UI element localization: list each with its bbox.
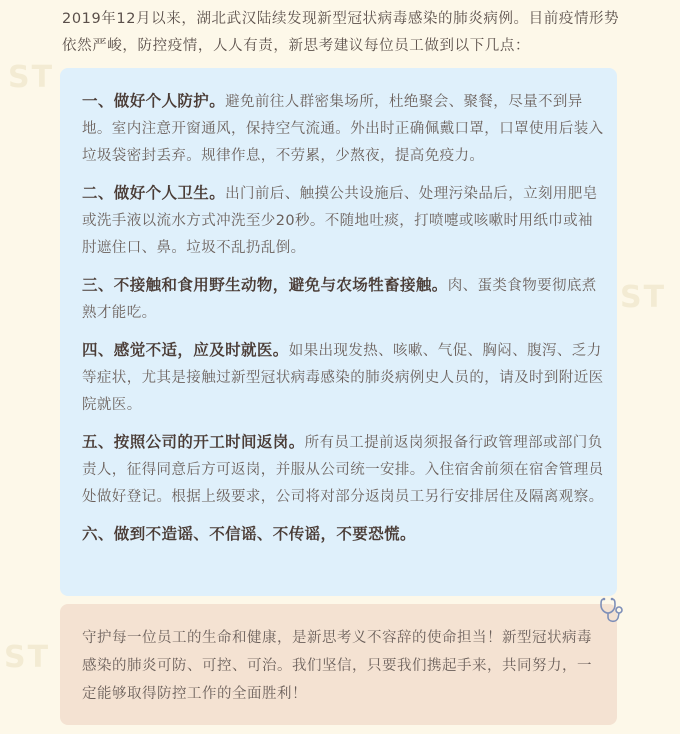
background-pattern: ST (620, 280, 667, 315)
guideline-heading: 六、做到不造谣、不信谣、不传谣，不要恐慌。 (82, 525, 416, 543)
guideline-item (82, 521, 604, 549)
stethoscope-icon (598, 596, 626, 626)
guideline-heading: 五、按照公司的开工时间返岗。 (82, 433, 305, 451)
background-pattern: ST (8, 60, 55, 95)
guidelines-list (82, 88, 604, 559)
guideline-heading: 三、不接触和食用野生动物，避免与农场牲畜接触。 (82, 276, 448, 294)
closing-paragraph: 守护每一位员工的生命和健康，是新思考义不容辞的使命担当！新型冠状病毒感染的肺炎可防、可控、可治。我们坚信，只要我们携起手来，共同努力，一定能够取得防控工作的全面胜利！ (82, 630, 592, 702)
guideline-item (82, 88, 604, 170)
guideline-item (82, 429, 604, 511)
guideline-body: 肉、蛋类食物要彻底煮熟才能吃。 (82, 278, 597, 321)
background-pattern: ST (4, 640, 51, 675)
intro-paragraph: 2019年12月以来，湖北武汉陆续发现新型冠状病毒感染的肺炎病例。目前疫情形势依然严峻，防控疫情，人人有责，新思考建议每位员工做到以下几点： (62, 11, 620, 54)
guideline-item (82, 272, 604, 327)
guideline-body: 避免前往人群密集场所，杜绝聚会、聚餐，尽量不到异地。室内注意开窗通风，保持空气流通。外出时正确佩戴口罩，口罩使用后装入垃圾袋密封丢弃。规律作息，不劳累，少熬夜，提高免疫力。 (82, 94, 604, 164)
guideline-body: 出门前后、触摸公共设施后、处理污染品后，立刻用肥皂或洗手液以流水方式冲洗至少20秒。不随地吐痰，打喷嚏或咳嗽时用纸巾或袖肘遮住口、鼻。垃圾不乱扔乱倒。 (82, 186, 598, 256)
guideline-body: 如果出现发热、咳嗽、气促、胸闷、腹泻、乏力等症状，尤其是接触过新型冠状病毒感染的肺炎病例史人员的，请及时到附近医院就医。 (82, 343, 604, 413)
guideline-heading: 一、做好个人防护。 (82, 92, 226, 110)
guideline-heading: 二、做好个人卫生。 (82, 184, 226, 202)
guideline-body: 所有员工提前返岗须报备行政管理部或部门负责人，征得同意后方可返岗，并服从公司统一安排。入住宿舍前须在宿舍管理员处做好登记。根据上级要求，公司将对部分返岗员工另行安排居住及隔离观察。 (82, 435, 604, 505)
guideline-item (82, 337, 604, 419)
guideline-heading: 四、感觉不适，应及时就医。 (82, 341, 289, 359)
guideline-item (82, 180, 604, 262)
